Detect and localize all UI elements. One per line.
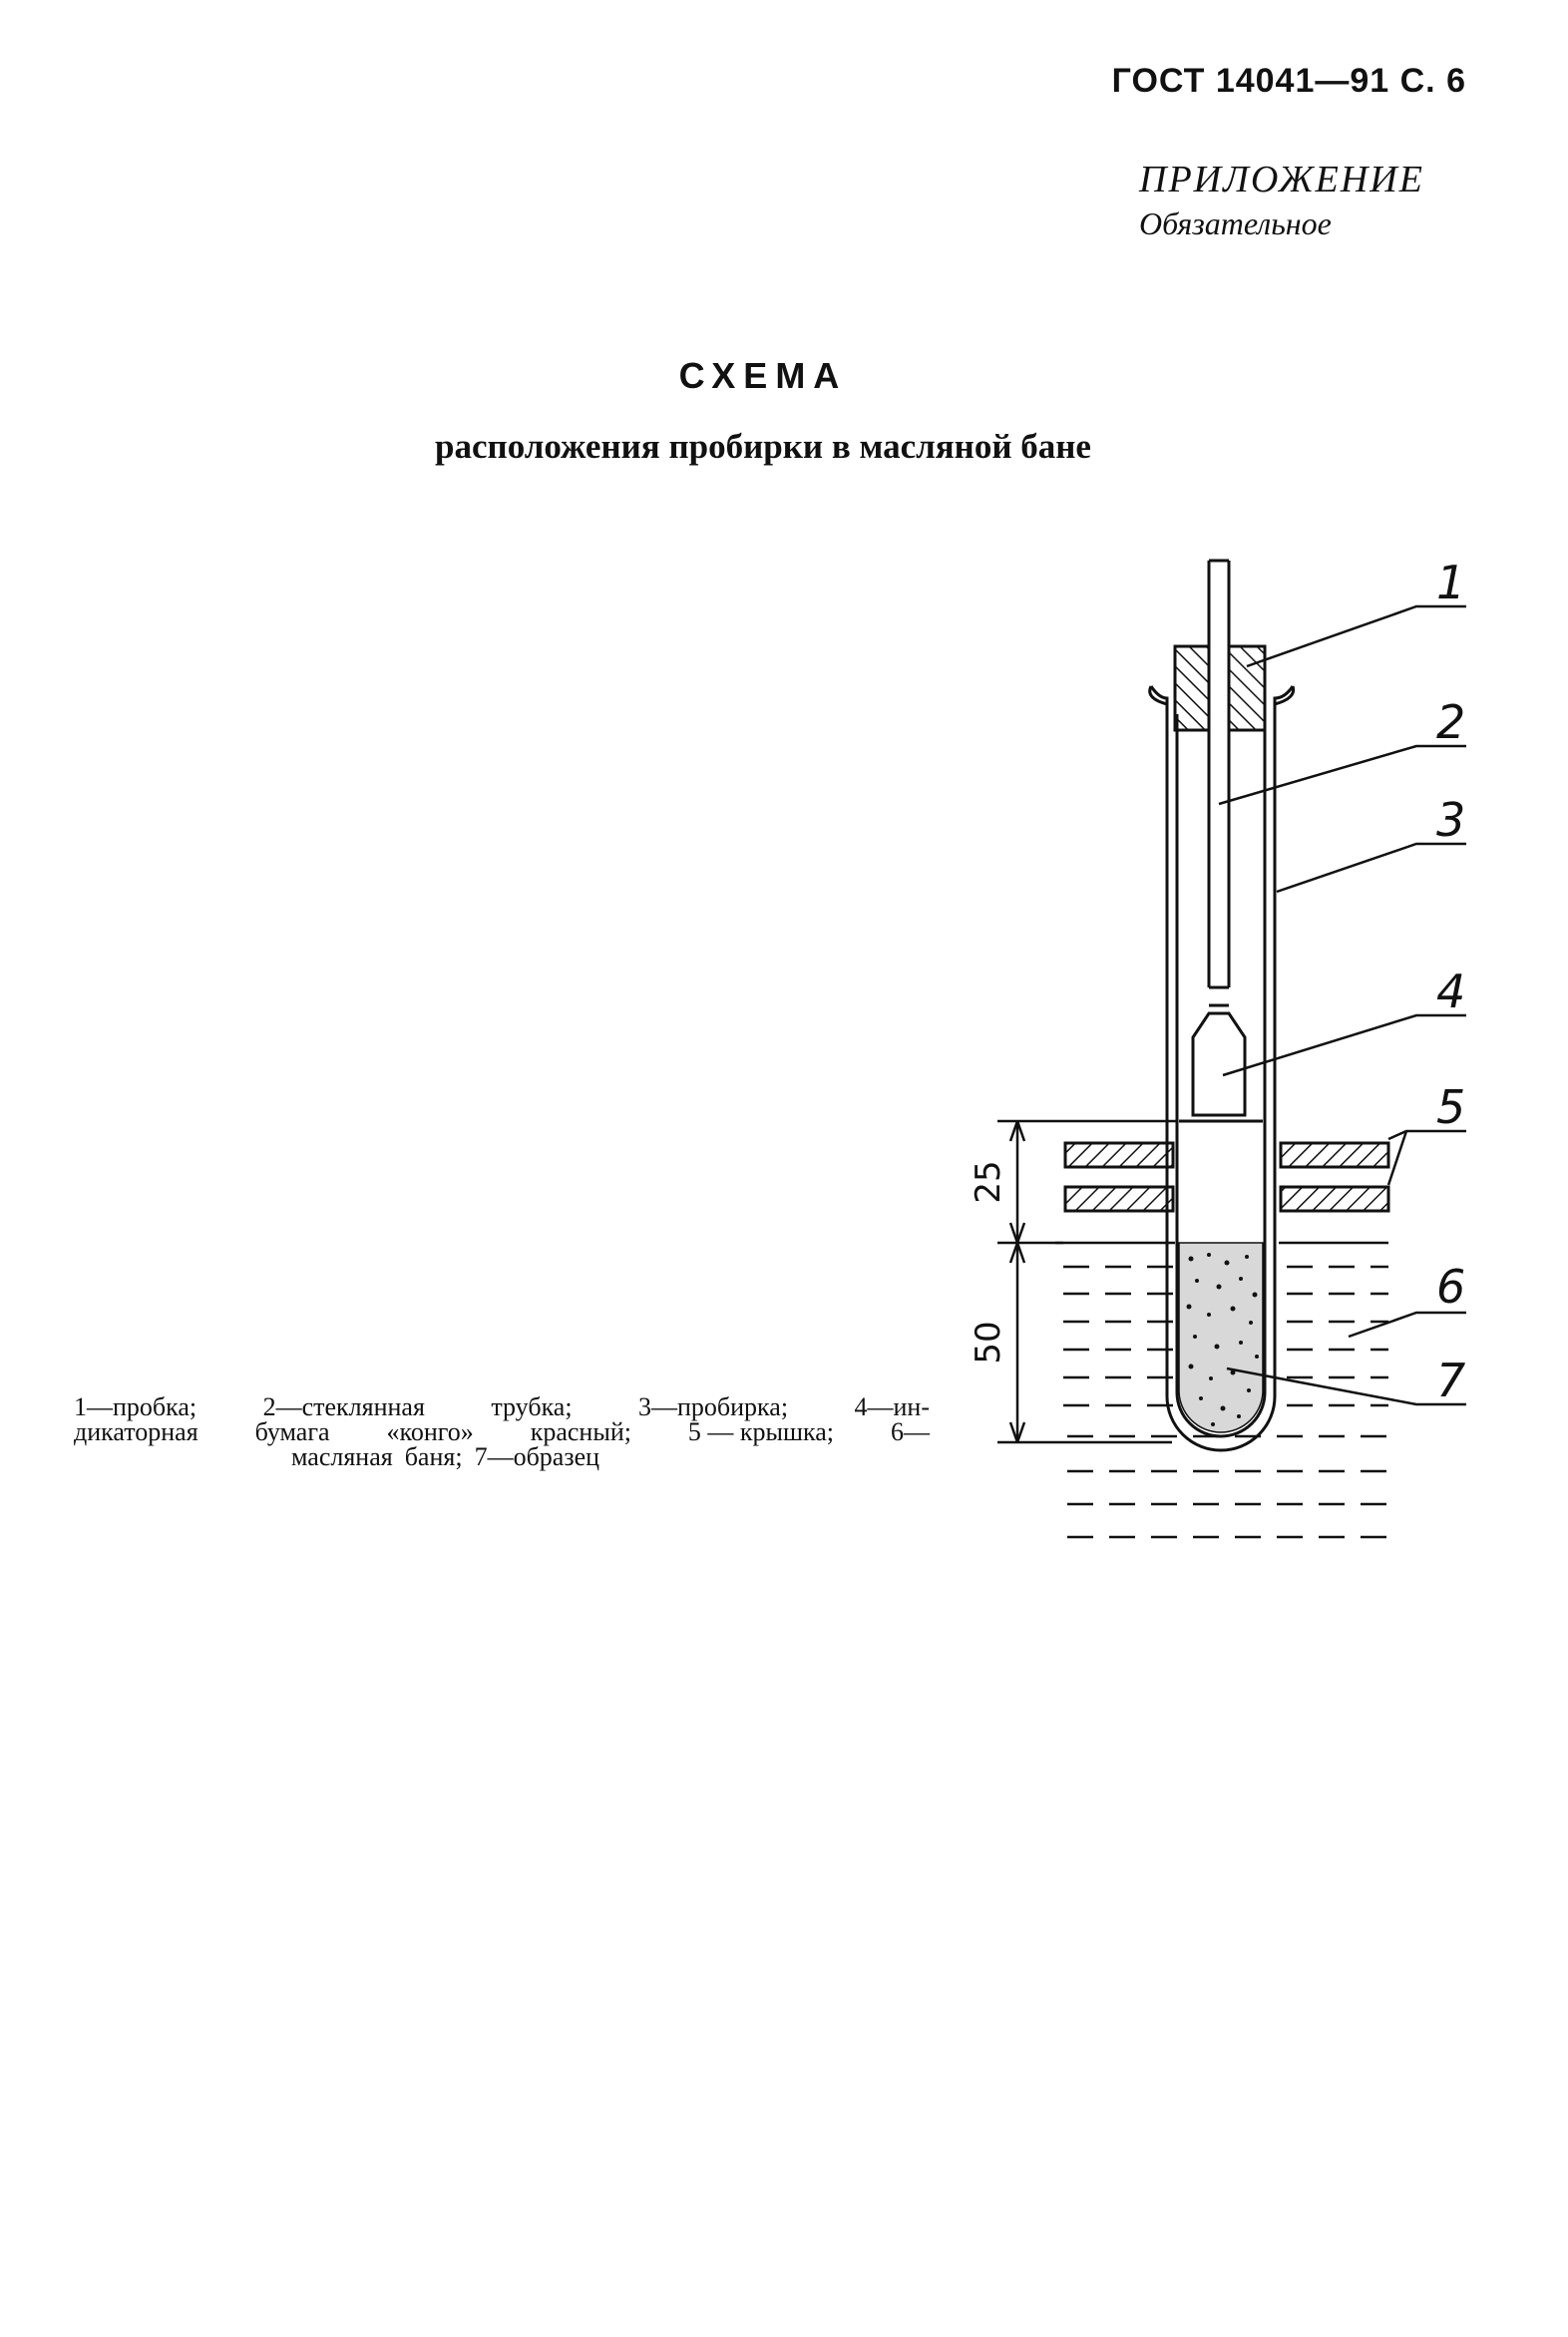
legend-line-1 <box>74 1394 930 1419</box>
lid <box>1065 1143 1388 1211</box>
legend-word: баня; <box>404 1442 463 1471</box>
legend-line-3 <box>74 1444 930 1469</box>
legend-word: 1—пробка; <box>74 1392 197 1421</box>
indicator-paper <box>1193 1013 1245 1115</box>
appendix-title: ПРИЛОЖЕНИЕ <box>1139 159 1424 200</box>
legend-word: 2—стеклянная <box>262 1392 425 1421</box>
scheme-title: СХЕМА <box>678 355 848 396</box>
dimension-25: 25 <box>969 1160 1008 1204</box>
appendix-status: Обязательное <box>1139 205 1332 241</box>
callout-3: 3 <box>1436 793 1466 847</box>
dimension-50: 50 <box>969 1321 1008 1364</box>
callout-6: 6 <box>1436 1260 1466 1314</box>
sample <box>1179 1243 1263 1432</box>
glass-tube <box>1209 561 1229 1005</box>
legend-line-2 <box>74 1419 930 1444</box>
legend-word: 3—пробирка; <box>638 1392 789 1421</box>
callout-7: 7 <box>1436 1354 1466 1407</box>
callout-4: 4 <box>1436 965 1466 1018</box>
legend-word: масляная <box>291 1442 393 1471</box>
legend-word: красный; <box>530 1417 631 1446</box>
figure-legend <box>74 1394 930 1469</box>
callout-5: 5 <box>1436 1080 1466 1134</box>
legend-word: 7—образец <box>474 1442 600 1471</box>
cork <box>1175 646 1265 730</box>
legend-word: трубка; <box>491 1392 573 1421</box>
legend-word: 6— <box>890 1417 930 1446</box>
legend-word: «конго» <box>386 1417 474 1446</box>
legend-word: бумага <box>254 1417 330 1446</box>
callout-1: 1 <box>1436 556 1466 609</box>
legend-word: дикаторная <box>74 1417 198 1446</box>
legend-word: 5 — крышка; <box>687 1417 835 1446</box>
header-standard-ref: ГОСТ 14041—91 С. 6 <box>1111 62 1466 100</box>
legend-word: 4—ин- <box>854 1392 930 1421</box>
callout-2: 2 <box>1436 695 1466 749</box>
scheme-subtitle: расположения пробирки в масляной бане <box>435 427 1091 466</box>
dimension-lines <box>997 1121 1177 1442</box>
